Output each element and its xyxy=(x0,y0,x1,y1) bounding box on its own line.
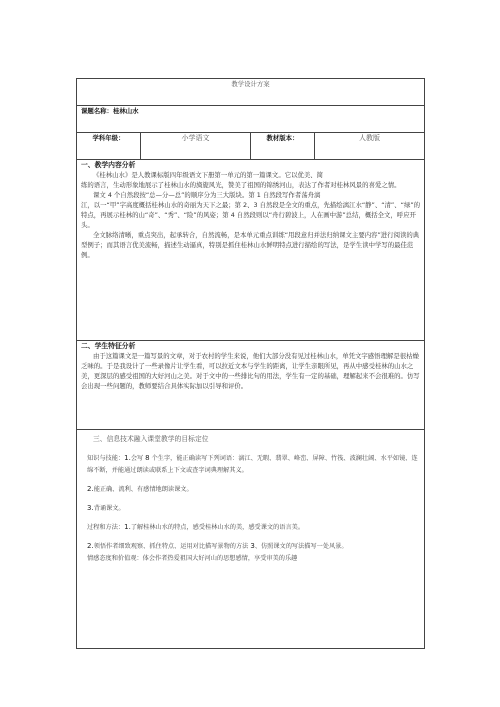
course-label: 课题名称： xyxy=(81,107,113,115)
section2-heading: 二、学生特征分析 xyxy=(81,342,136,350)
section1-para2b: 江，以一“甲”字高度概括桂林山水的奇丽为天下之最；第 2、3 自然段是全文的重点，先描绘漓江水“静”、“清”、“绿”的特点，再展示桂林的山“奇”、“秀”、“险”的风姿；第 4 自然段则以“舟行碧波上，人在画中游”总结，概括全文，呼应开头。 xyxy=(81,201,421,229)
method-item-2-number: 2. xyxy=(87,542,94,550)
edition-label: 教材版本： xyxy=(251,133,315,160)
course-cell xyxy=(77,106,425,133)
lesson-plan-table xyxy=(76,78,425,649)
title-row xyxy=(77,79,425,106)
course-row xyxy=(77,106,425,133)
method-item-2-text-a: 领悟作者细致观察、抓住特点、运用对比描写景物的方法 xyxy=(93,543,251,550)
section-objectives xyxy=(77,430,425,649)
knowledge-item-2-text: 能正确、流利、有感情地朗读课文。 xyxy=(93,486,193,493)
method-item-1-number: 1. xyxy=(124,523,131,531)
knowledge-item-1-text-a: 会写 xyxy=(130,455,146,462)
section1-para3: 全文脉络清晰，重点突出，起承转合，自然流畅，是本单元重点训练“用段意归并法归纳课文主要内容”进行阅读的典型例子；而其语言优美流畅，描述生动逼真，特别是抓住桂林山水鲜明特点进行描绘的写法，是学生读中学写的最佳范例。 xyxy=(81,231,420,259)
doc-title: 教学设计方案 xyxy=(77,79,425,106)
knowledge-item-3-number: 3. xyxy=(87,504,94,512)
subject-label: 学科年级： xyxy=(77,133,141,160)
knowledge-item-2-number: 2. xyxy=(87,485,94,493)
knowledge-item-3 xyxy=(81,502,420,515)
content-analysis-cell xyxy=(77,160,425,341)
knowledge-item-1-number: 1. xyxy=(124,454,131,462)
method-item-2-index: 3 xyxy=(250,542,255,550)
emotion-item: 情感态度和价值观：体会作者热爱祖国大好河山的思想感情，享受审美的乐趣 xyxy=(87,555,298,562)
section1-para1a: 《桂林山水》是人教课标版四年级语文下册第一单元的第一篇课文。它以优美、简 xyxy=(93,171,324,179)
method-item-2 xyxy=(81,540,420,553)
knowledge-item-2 xyxy=(81,483,420,496)
edition-value: 人教版 xyxy=(315,133,425,160)
section1-heading: 一、教学内容分析 xyxy=(81,161,136,169)
section-content-analysis xyxy=(77,160,425,341)
student-analysis-cell xyxy=(77,341,425,430)
subject-value: 小学语文 xyxy=(141,133,251,160)
knowledge-item-1 xyxy=(81,452,420,477)
subject-row xyxy=(77,133,425,160)
section1-para1b: 练的语言，生动形象地展示了桂林山水的旖旎风光，赞美了祖国的锦绣河山，表达了作者对桂林风景的喜爱之情。 xyxy=(81,181,401,189)
method-item-1-text: 了解桂林山水的特点，感受桂林山水的美，感受课文的语言美。 xyxy=(130,524,305,531)
method-item-2-text-b: 、仿照课文的写法描写一处风景。 xyxy=(254,543,348,550)
section1-para2a: 课文 4 个自然段按“总—分—总”的顺序分为三大版块。第 1 自然段写作者荡舟漓 xyxy=(93,191,321,199)
section3-heading: 三、信息技术融入课堂教学的目标定位 xyxy=(93,435,209,443)
method-label: 过程和方法： xyxy=(87,524,125,531)
course-value: 桂林山水 xyxy=(112,107,139,115)
knowledge-item-1-text-b: 个生字，能正确读写下列词语：漓江、无暇、翡翠、峰峦、屏障、竹筏、波澜壮阔、水平如镜、连绵不断，并能通过朗读或联系上下文或查字词典理解其义。 xyxy=(87,455,418,474)
objectives-cell xyxy=(77,430,425,649)
section2-para1: 由于这篇课文是一篇写景的文章，对于农村的学生来说，他们大部分没有见过桂林山水，单凭文字感悟理解是很枯燥乏味的。于是我设计了一些录像片让学生看，可以拉近文本与学生的距离，让学生亲眼所见，再从中感受桂林的山水之美，更深层的感受祖国的大好河山之美。对于文中的一些排比句的用法，学生有一定的基础，理解起来不会很难的。仿写会出现一些问题的，教师要结合具体实际加以引导和评价。 xyxy=(81,352,420,390)
knowledge-item-3-text: 背诵课文。 xyxy=(93,505,125,512)
knowledge-label: 知识与技能： xyxy=(87,455,125,462)
knowledge-item-1-count: 8 xyxy=(145,454,150,462)
method-item-1 xyxy=(81,521,420,534)
section-student-analysis xyxy=(77,341,425,430)
